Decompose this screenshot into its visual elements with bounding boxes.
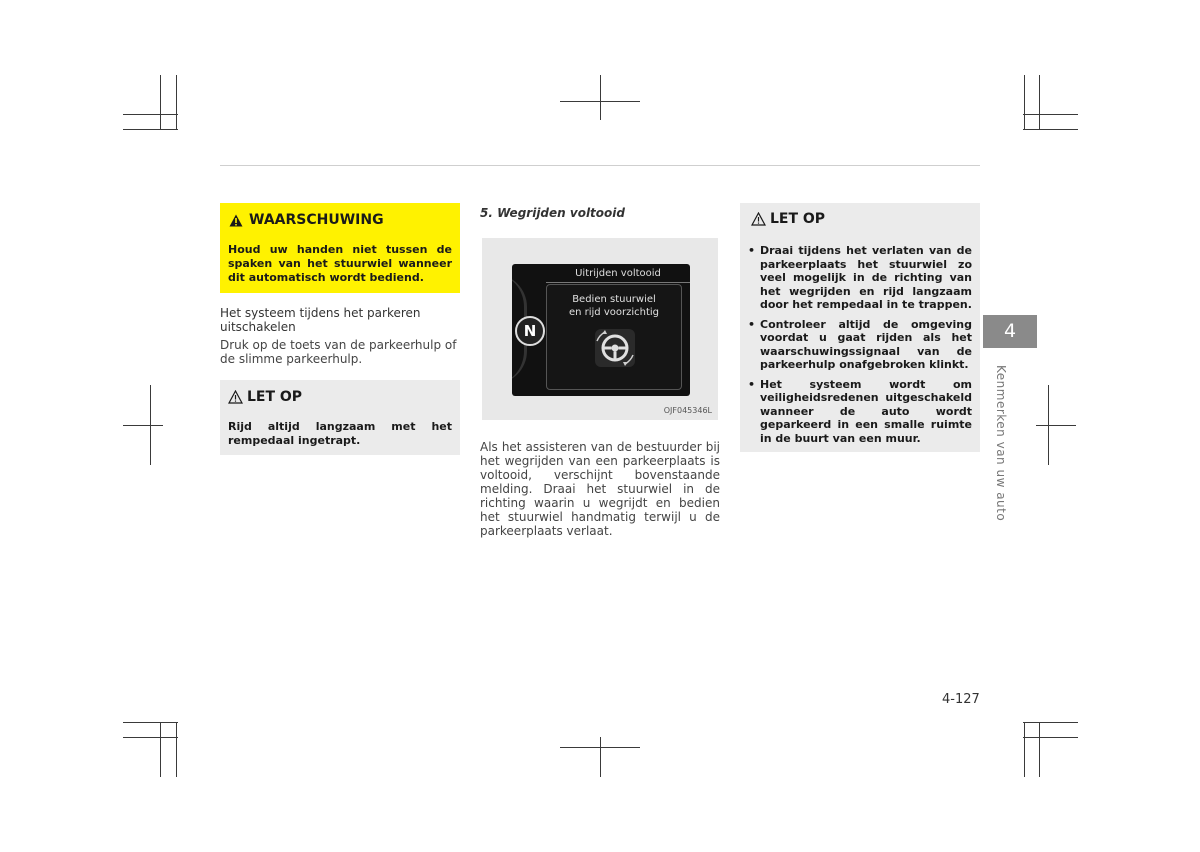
header-rule — [220, 165, 980, 166]
crop-mark — [1023, 114, 1078, 115]
panel-message-line1: Bedien stuurwiel — [572, 294, 656, 305]
warning-box — [220, 203, 460, 293]
caution-title-text: LET OP — [247, 389, 303, 405]
cluster-screen — [512, 264, 690, 396]
warning-title-text: WAARSCHUWING — [249, 212, 384, 228]
crop-mark — [560, 747, 640, 748]
crop-mark — [1039, 722, 1040, 777]
screen-header: Uitrijden voltooid — [546, 266, 690, 283]
warning-title — [229, 212, 384, 228]
caution-list-item: • Draai tijdens het verlaten van de parkeerplaats het stuurwiel zo veel mogelijk in de richting van het wegrijden en rijd langzaam door het rempedaal in te trappen. — [748, 244, 972, 312]
crop-mark — [123, 722, 178, 723]
crop-mark — [1036, 425, 1076, 426]
crop-mark — [560, 101, 640, 102]
crop-mark — [123, 114, 178, 115]
caution-list-item: • Het systeem wordt om veiligheidsredenen uitgeschakeld wanneer de auto wordt geparkeerd in een smalle ruimte in de buurt van een muur. — [748, 378, 972, 446]
crop-mark — [123, 737, 178, 738]
page-number: 4-127 — [942, 692, 980, 707]
caution-box-right — [740, 203, 980, 452]
crop-mark — [123, 425, 163, 426]
panel-message — [547, 293, 681, 319]
message-panel — [546, 284, 682, 390]
figure-cluster-display — [482, 238, 718, 420]
chapter-title: Kenmerken van uw auto — [994, 365, 1008, 522]
figure-code: OJF045346L — [663, 406, 712, 415]
warning-body: Houd uw handen niet tussen de spaken van het stuurwiel wanneer dit automatisch wordt bediend. — [228, 243, 452, 284]
caution-body-left: Rijd altijd langzaam met het rempedaal ingetrapt. — [228, 420, 452, 447]
crop-mark — [123, 129, 178, 130]
steering-wheel-icon — [591, 327, 639, 371]
crop-mark — [1023, 737, 1078, 738]
caution-list-item: • Controleer altijd de omgeving voordat u gaat rijden als het waarschuwingssignaal van de parkeerhulp onafgebroken klinkt. — [748, 318, 972, 372]
crop-mark — [600, 737, 601, 777]
crop-mark — [176, 722, 177, 777]
crop-mark — [176, 75, 177, 130]
subheading-disable: Het systeem tijdens het parkeren uitschakelen — [220, 306, 421, 334]
crop-mark — [160, 722, 161, 777]
section-title: 5. Wegrijden voltooid — [480, 206, 625, 220]
caution-triangle-icon — [228, 390, 243, 404]
caution-title-left — [228, 389, 302, 405]
crop-mark — [1023, 722, 1078, 723]
caution-title-text: LET OP — [770, 211, 826, 227]
caution-triangle-icon — [751, 212, 766, 226]
warning-triangle-icon — [229, 214, 243, 227]
crop-mark — [160, 75, 161, 130]
paragraph-disable: Druk op de toets van de parkeerhulp of de slimme parkeerhulp. — [220, 338, 457, 366]
paragraph-completed: Als het assisteren van de bestuurder bij het wegrijden van een parkeerplaats is voltooid, verschijnt bovenstaande melding. Draai het stuurwiel in de richting waarin u wegrijdt en bedien het stuurwiel handmatig terwijl u de parkeerplaats verlaat. — [480, 440, 720, 538]
gear-indicator: N — [515, 316, 545, 346]
crop-mark — [1023, 129, 1078, 130]
crop-mark — [1024, 75, 1025, 130]
crop-mark — [1024, 722, 1025, 777]
crop-mark — [600, 75, 601, 120]
panel-message-line2: en rijd voorzichtig — [568, 307, 660, 318]
crop-mark — [1039, 75, 1040, 130]
chapter-tab: 4 — [983, 315, 1037, 348]
caution-title-right — [751, 211, 825, 227]
caution-box-left — [220, 380, 460, 455]
caution-list — [748, 244, 972, 451]
